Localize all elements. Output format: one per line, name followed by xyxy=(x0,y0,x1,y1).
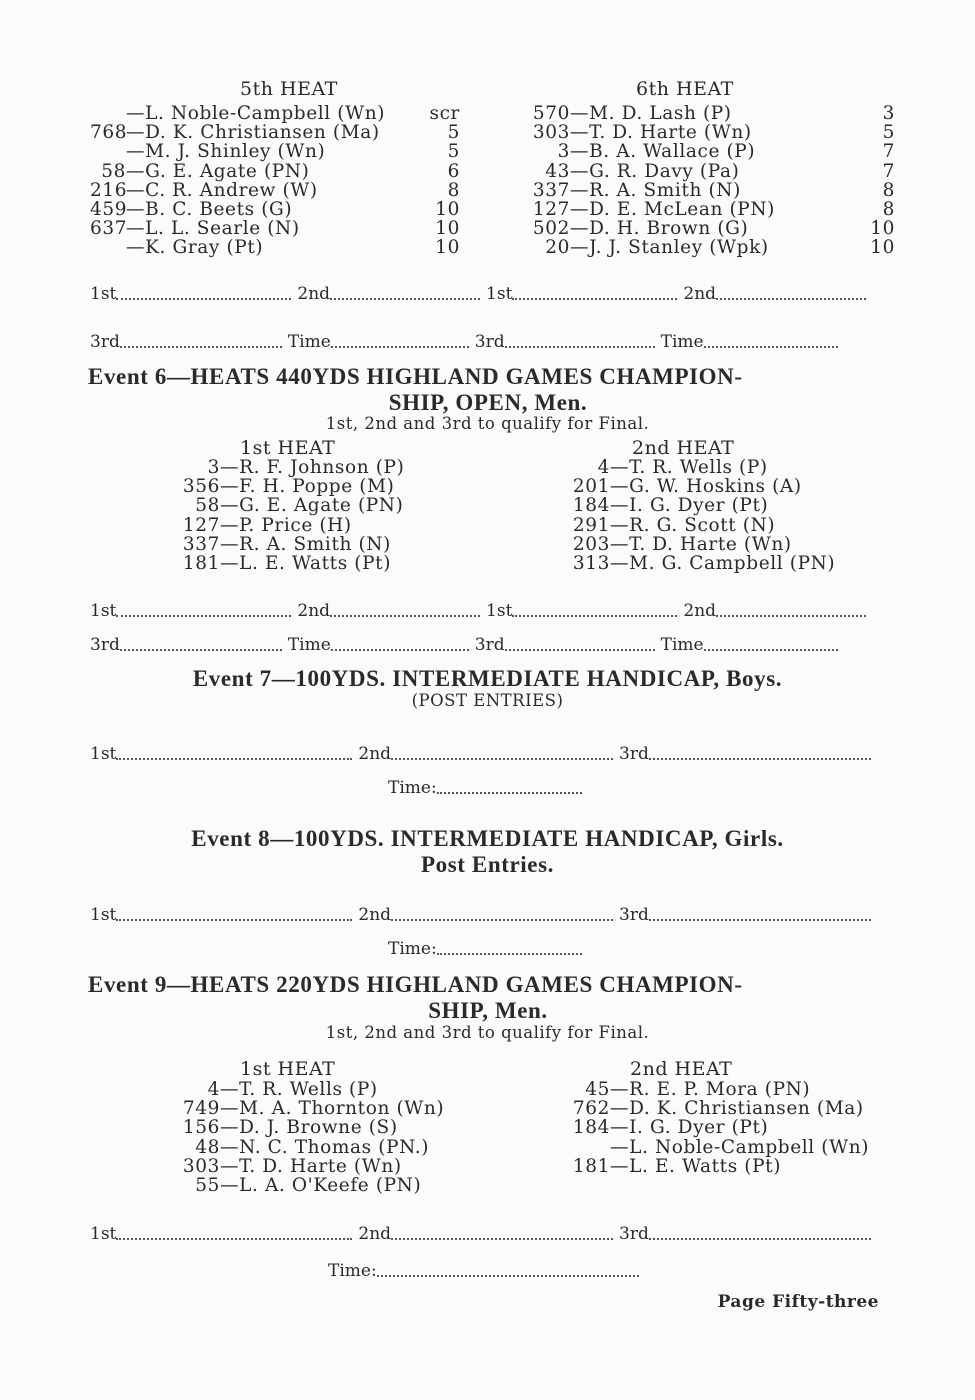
second-blank[interactable] xyxy=(330,601,480,617)
event7-title: Event 7—100YDS. INTERMEDIATE HANDICAP, Boys. xyxy=(192,666,783,691)
event6-heat1-title: 1st HEAT xyxy=(240,437,336,459)
competitor-number: 459 xyxy=(90,199,128,221)
event9-heat1-title: 1st HEAT xyxy=(240,1058,336,1080)
event6-title xyxy=(88,364,888,416)
time-blank[interactable] xyxy=(437,778,582,794)
competitor-name: —T. D. Harte (Wn) xyxy=(220,1155,402,1177)
competitor-number: 43 xyxy=(545,160,570,182)
entry-row xyxy=(90,200,460,219)
competitor-name: —C. R. Andrew (W) xyxy=(126,179,318,201)
competitor-name: —I. G. Dyer (Pt) xyxy=(610,1117,769,1139)
results-event8-row1 xyxy=(90,905,885,925)
first-blank[interactable] xyxy=(116,905,352,921)
competitor-number: 127 xyxy=(182,514,220,536)
handicap: 7 xyxy=(882,160,895,182)
competitor-number: 55 xyxy=(195,1175,220,1197)
handicap: 10 xyxy=(870,218,895,240)
competitor-name: —D. J. Browne (S) xyxy=(220,1117,398,1139)
competitor-name: —G. E. Agate (PN) xyxy=(220,495,404,517)
competitor-name: —D. H. Brown (G) xyxy=(570,218,749,240)
heat5-list xyxy=(90,104,460,258)
event6-heat1-list xyxy=(160,458,404,573)
competitor-name: —I. G. Dyer (Pt) xyxy=(610,495,769,517)
handicap: 7 xyxy=(882,141,895,163)
first-label: 1st xyxy=(486,601,513,621)
competitor-number: 3 xyxy=(557,141,570,163)
third-label: 3rd xyxy=(619,744,649,764)
competitor-number: 291 xyxy=(572,514,610,536)
entry-row xyxy=(160,1080,444,1099)
competitor-number: 570 xyxy=(532,103,570,124)
handicap: 6 xyxy=(447,160,460,182)
second-label: 2nd xyxy=(358,744,392,764)
results-event7-row1 xyxy=(90,744,885,764)
time-label: Time xyxy=(660,332,704,352)
event9-qualify: 1st, 2nd and 3rd to qualify for Final. xyxy=(325,1023,650,1042)
third-label: 3rd xyxy=(474,332,505,352)
competitor-number: 4 xyxy=(207,1079,220,1100)
competitor-number: 749 xyxy=(182,1098,220,1120)
event9-title xyxy=(88,972,888,1024)
competitor-number: 303 xyxy=(532,122,570,144)
third-blank[interactable] xyxy=(120,332,282,348)
second-label: 2nd xyxy=(297,601,331,621)
third-label: 3rd xyxy=(474,635,505,655)
competitor-number: 3 xyxy=(207,457,220,478)
time-label: Time xyxy=(660,635,704,655)
first-label: 1st xyxy=(90,601,117,621)
competitor-number: 181 xyxy=(572,1155,610,1177)
competitor-name: —L. L. Searle (N) xyxy=(126,218,300,240)
first-blank[interactable] xyxy=(116,601,291,617)
entry-row xyxy=(560,1099,869,1118)
entry-row xyxy=(160,458,404,477)
third-blank[interactable] xyxy=(649,905,871,921)
entry-row xyxy=(560,516,835,535)
event7-subtitle: (POST ENTRIES) xyxy=(411,691,564,710)
competitor-name: —M. J. Shinley (Wn) xyxy=(126,141,326,163)
entry-row xyxy=(560,1157,869,1176)
first-blank[interactable] xyxy=(512,601,677,617)
handicap: 10 xyxy=(435,218,460,240)
competitor-name: —T. D. Harte (Wn) xyxy=(570,122,752,144)
event9-title-line2: SHIP, Men. xyxy=(428,998,548,1023)
first-blank[interactable] xyxy=(116,1224,352,1240)
competitor-name: —L. E. Watts (Pt) xyxy=(610,1155,782,1177)
first-label: 1st xyxy=(90,284,117,304)
competitor-name: —K. Gray (Pt) xyxy=(126,237,264,259)
entry-row xyxy=(560,458,835,477)
entry-row xyxy=(90,123,460,142)
competitor-name: —T. D. Harte (Wn) xyxy=(610,533,792,555)
second-blank[interactable] xyxy=(716,601,866,617)
competitor-name: —B. C. Beets (G) xyxy=(126,199,293,221)
entry-row xyxy=(520,104,895,123)
competitor-name: —M. G. Campbell (PN) xyxy=(610,553,836,575)
entry-row xyxy=(90,238,460,257)
entry-row xyxy=(160,1138,444,1157)
results-event7-time xyxy=(388,778,588,798)
handicap: 8 xyxy=(882,199,895,221)
third-blank[interactable] xyxy=(505,332,655,348)
results-heats-5-6-row1 xyxy=(90,284,885,304)
second-label: 2nd xyxy=(297,284,331,304)
second-blank[interactable] xyxy=(716,284,866,300)
competitor-number: 184 xyxy=(572,495,610,517)
competitor-number: 337 xyxy=(532,179,570,201)
competitor-number: 303 xyxy=(182,1155,220,1177)
second-label: 2nd xyxy=(683,601,717,621)
competitor-number: 184 xyxy=(572,1117,610,1139)
competitor-name: —T. R. Wells (P) xyxy=(610,457,768,478)
heat5-title: 5th HEAT xyxy=(240,78,338,100)
competitor-number: 58 xyxy=(195,495,220,517)
competitor-name: —T. R. Wells (P) xyxy=(220,1079,378,1100)
results-event9-time xyxy=(328,1261,645,1281)
competitor-name: —G. R. Davy (Pa) xyxy=(570,160,740,182)
event8-title: Event 8—100YDS. INTERMEDIATE HANDICAP, Girls. xyxy=(191,826,784,851)
results-event6-row2 xyxy=(90,635,885,655)
competitor-number: 4 xyxy=(597,457,610,478)
entry-row xyxy=(160,1176,444,1195)
competitor-name: —P. Price (H) xyxy=(220,514,352,536)
competitor-number: 45 xyxy=(585,1079,610,1100)
entry-row xyxy=(560,535,835,554)
competitor-number: 201 xyxy=(572,476,610,498)
second-label: 2nd xyxy=(683,284,717,304)
competitor-name: —G. W. Hoskins (A) xyxy=(610,476,802,498)
competitor-name: —G. E. Agate (PN) xyxy=(126,160,310,182)
entry-row xyxy=(520,181,895,200)
third-label: 3rd xyxy=(90,332,120,352)
competitor-name: —M. A. Thornton (Wn) xyxy=(220,1098,445,1120)
third-blank[interactable] xyxy=(120,635,282,651)
competitor-name: —R. G. Scott (N) xyxy=(610,514,776,536)
first-label: 1st xyxy=(90,744,117,764)
competitor-name: —D. K. Christiansen (Ma) xyxy=(126,122,380,144)
event9-heat1-list xyxy=(160,1080,444,1195)
entry-row xyxy=(560,554,835,573)
entry-row xyxy=(90,142,460,161)
entry-row xyxy=(160,1157,444,1176)
competitor-name: —M. D. Lash (P) xyxy=(570,103,732,124)
second-blank[interactable] xyxy=(391,744,613,760)
event6-qualify: 1st, 2nd and 3rd to qualify for Final. xyxy=(325,414,650,433)
heat6-list xyxy=(520,104,895,258)
time-blank[interactable] xyxy=(704,635,838,651)
competitor-number: 156 xyxy=(182,1117,220,1139)
event8-subtitle: Post Entries. xyxy=(420,852,554,877)
first-blank[interactable] xyxy=(512,284,677,300)
time-blank[interactable] xyxy=(704,332,838,348)
third-label: 3rd xyxy=(619,1224,649,1244)
handicap: 10 xyxy=(870,237,895,259)
third-label: 3rd xyxy=(90,635,120,655)
entry-row xyxy=(560,1080,869,1099)
competitor-number: 337 xyxy=(182,533,220,555)
event6-heat2-list xyxy=(560,458,835,573)
time-blank[interactable] xyxy=(331,332,469,348)
competitor-number: 20 xyxy=(545,237,570,259)
competitor-name: —R. A. Smith (N) xyxy=(220,533,391,555)
first-label: 1st xyxy=(90,1224,117,1244)
second-blank[interactable] xyxy=(391,905,613,921)
page-number: Page Fifty-three xyxy=(717,1292,879,1312)
time-blank[interactable] xyxy=(377,1261,639,1277)
competitor-name: —L. Noble-Campbell (Wn) xyxy=(610,1136,870,1158)
handicap: 5 xyxy=(447,141,460,163)
second-blank[interactable] xyxy=(391,1224,613,1240)
entry-row xyxy=(520,219,895,238)
event6-title-line1: Event 6—HEATS 440YDS HIGHLAND GAMES CHAMPION- xyxy=(88,364,743,389)
competitor-name: —F. H. Poppe (M) xyxy=(220,476,395,498)
entry-row xyxy=(160,1118,444,1137)
competitor-number: 181 xyxy=(182,553,220,575)
competitor-number: 48 xyxy=(195,1136,220,1158)
entry-row xyxy=(560,1118,869,1137)
competitor-number: 762 xyxy=(572,1098,610,1120)
time-label: Time: xyxy=(388,939,437,959)
competitor-name: —B. A. Wallace (P) xyxy=(570,141,756,163)
heat6-title: 6th HEAT xyxy=(636,78,734,100)
results-event9-row1 xyxy=(90,1224,885,1244)
entry-row xyxy=(520,142,895,161)
handicap: scr xyxy=(429,103,460,124)
handicap: 3 xyxy=(882,103,895,124)
event9-heat2-list xyxy=(560,1080,869,1176)
time-label: Time: xyxy=(328,1261,377,1281)
competitor-name: —L. Noble-Campbell (Wn) xyxy=(126,103,386,124)
time-label: Time xyxy=(287,635,331,655)
competitor-name: —L. A. O'Keefe (PN) xyxy=(220,1175,422,1197)
event9-title-line1: Event 9—HEATS 220YDS HIGHLAND GAMES CHAMPION- xyxy=(88,972,743,997)
competitor-name: —J. J. Stanley (Wpk) xyxy=(570,237,769,259)
competitor-number: 356 xyxy=(182,476,220,498)
competitor-number: 313 xyxy=(572,553,610,575)
event9-heat2-title: 2nd HEAT xyxy=(630,1058,733,1080)
competitor-name: —R. A. Smith (N) xyxy=(570,179,741,201)
first-label: 1st xyxy=(486,284,513,304)
third-blank[interactable] xyxy=(505,635,655,651)
entry-row xyxy=(90,162,460,181)
competitor-number: 216 xyxy=(90,179,128,201)
competitor-number: 127 xyxy=(532,199,570,221)
time-label: Time xyxy=(287,332,331,352)
time-blank[interactable] xyxy=(437,939,582,955)
results-heats-5-6-row2 xyxy=(90,332,885,352)
results-event8-time xyxy=(388,939,588,959)
time-label: Time: xyxy=(388,778,437,798)
entry-row xyxy=(520,238,895,257)
competitor-number: 502 xyxy=(532,218,570,240)
handicap: 5 xyxy=(882,122,895,144)
handicap: 8 xyxy=(447,179,460,201)
third-blank[interactable] xyxy=(649,744,871,760)
entry-row xyxy=(520,200,895,219)
competitor-name: —D. E. McLean (PN) xyxy=(570,199,775,221)
second-label: 2nd xyxy=(358,905,392,925)
handicap: 5 xyxy=(447,122,460,144)
time-blank[interactable] xyxy=(331,635,469,651)
first-blank[interactable] xyxy=(116,744,352,760)
event6-heat2-title: 2nd HEAT xyxy=(632,437,735,459)
event6-title-line2: SHIP, OPEN, Men. xyxy=(388,390,588,415)
entry-row xyxy=(560,1138,869,1157)
third-label: 3rd xyxy=(619,905,649,925)
entry-row xyxy=(560,477,835,496)
competitor-name: —L. E. Watts (Pt) xyxy=(220,553,392,575)
entry-row xyxy=(520,123,895,142)
handicap: 10 xyxy=(435,199,460,221)
handicap: 8 xyxy=(882,179,895,201)
entry-row xyxy=(90,219,460,238)
third-blank[interactable] xyxy=(649,1224,871,1240)
second-blank[interactable] xyxy=(330,284,480,300)
competitor-name: —R. E. P. Mora (PN) xyxy=(610,1079,811,1100)
entry-row xyxy=(160,554,404,573)
entry-row xyxy=(160,477,404,496)
entry-row xyxy=(520,162,895,181)
entry-row xyxy=(90,181,460,200)
second-label: 2nd xyxy=(358,1224,392,1244)
competitor-number: 58 xyxy=(101,160,126,182)
competitor-number: 203 xyxy=(572,533,610,555)
competitor-name: —R. F. Johnson (P) xyxy=(220,457,405,478)
first-blank[interactable] xyxy=(116,284,291,300)
competitor-number: 768 xyxy=(90,122,128,144)
entry-row xyxy=(160,1099,444,1118)
results-event6-row1 xyxy=(90,601,885,621)
entry-row xyxy=(160,496,404,515)
first-label: 1st xyxy=(90,905,117,925)
competitor-name: —N. C. Thomas (PN.) xyxy=(220,1136,430,1158)
competitor-number: 637 xyxy=(90,218,128,240)
handicap: 10 xyxy=(435,237,460,259)
entry-row xyxy=(160,535,404,554)
entry-row xyxy=(560,496,835,515)
competitor-name: —D. K. Christiansen (Ma) xyxy=(610,1098,864,1120)
entry-row xyxy=(160,516,404,535)
entry-row xyxy=(90,104,460,123)
